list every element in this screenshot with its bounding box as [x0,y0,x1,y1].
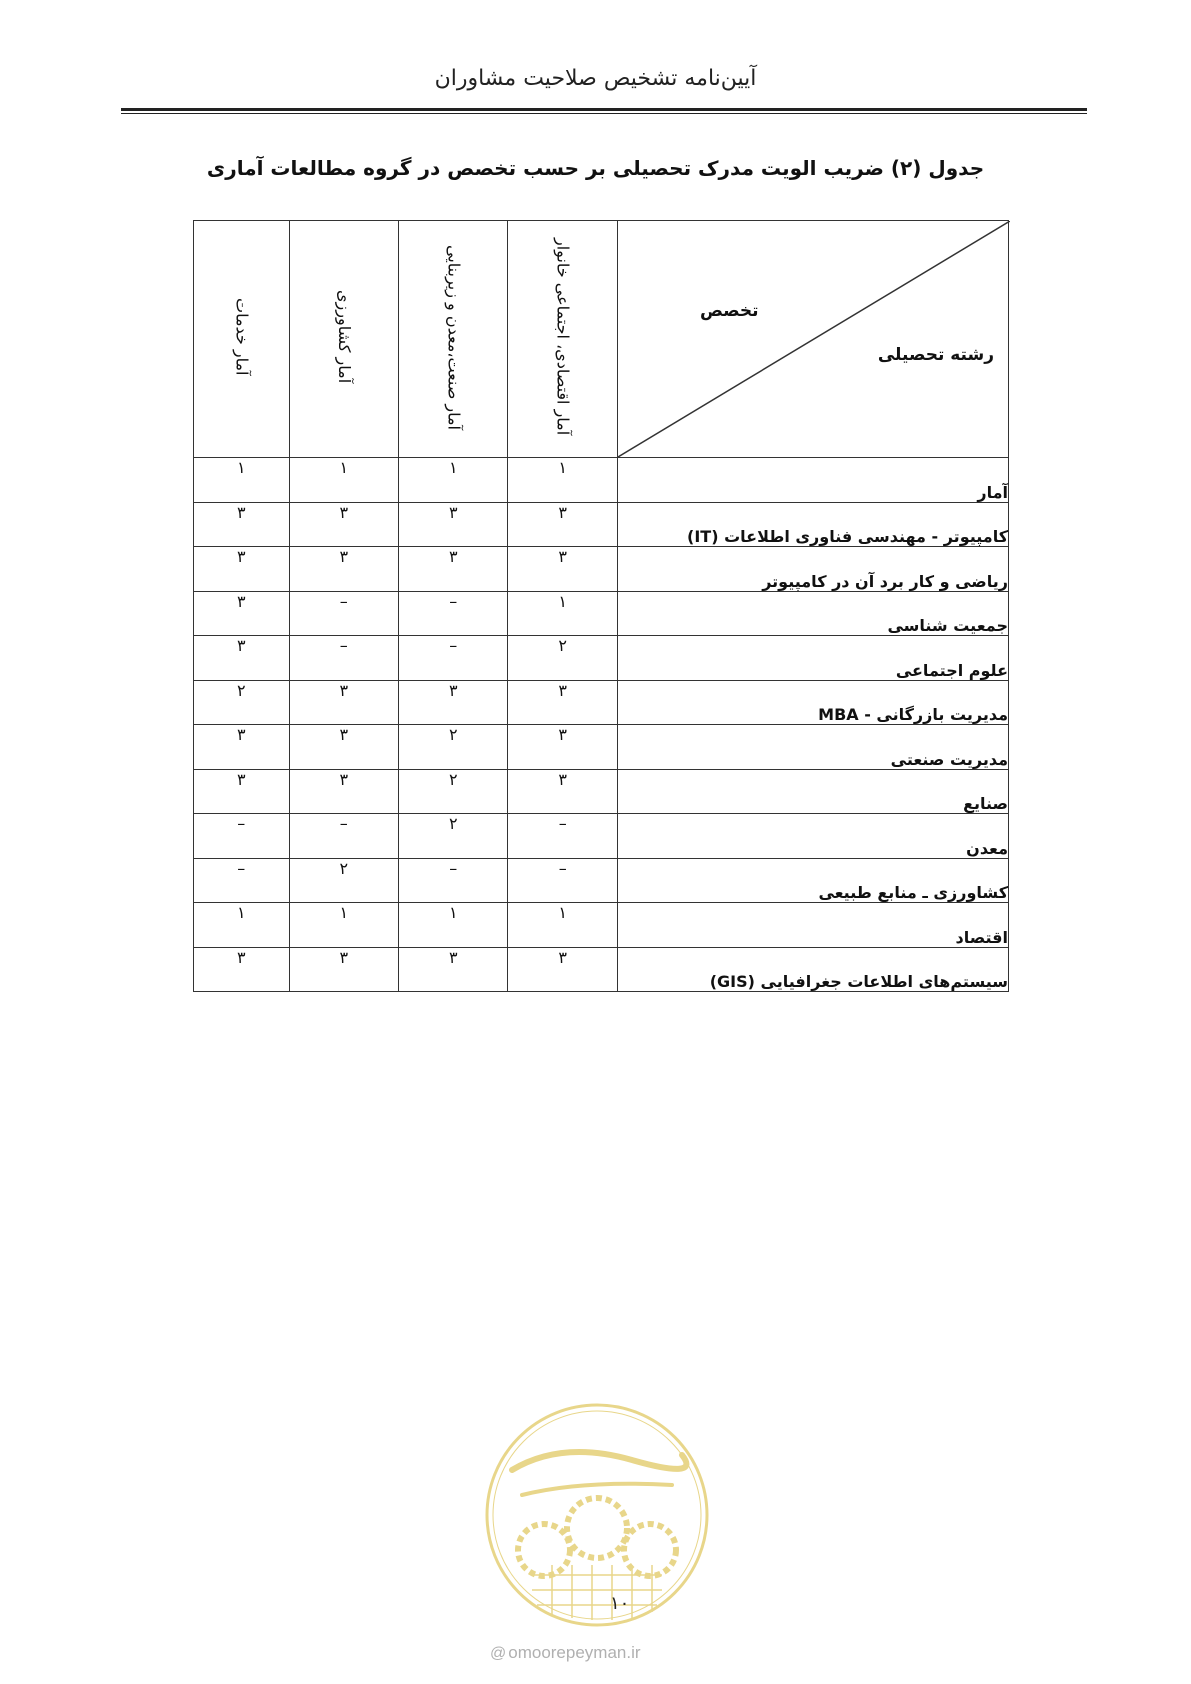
cell-value: ۱ [508,458,617,503]
document-header-title: آیین‌نامه تشخیص صلاحیت مشاوران [434,66,757,91]
cell-value: ۳ [194,547,290,592]
at-icon: @ [490,1645,507,1662]
table-row [194,858,1009,903]
column-header-industry: آمار صنعت،معدن و زیربنایی [399,221,508,458]
cell-value: ۳ [289,502,398,547]
table-row [194,636,1009,681]
cell-value: ۲ [194,680,290,725]
cell-value: ۳ [399,947,508,992]
row-field-name: ریاضی و کار برد آن در کامپیوتر [617,547,1008,592]
row-field-name: کامپیوتر - مهندسی فناوری اطلاعات (IT) [617,502,1008,547]
cell-value: – [508,814,617,859]
cell-value: ۳ [508,680,617,725]
cell-value: ۳ [289,547,398,592]
cell-value: ۲ [399,814,508,859]
cell-value: ۳ [508,947,617,992]
row-field-name: مدیریت صنعتی [617,725,1008,770]
table-title: جدول (۲) ضریب الویت مدرک تحصیلی بر حسب تخصص در گروه مطالعات آماری [206,156,985,180]
row-field-name: سیستم‌های اطلاعات جغرافیایی (GIS) [617,947,1008,992]
cell-value: ۳ [194,769,290,814]
cell-value: ۳ [289,680,398,725]
cell-value: ۳ [289,769,398,814]
table-header-row [194,221,1009,458]
cell-value: ۳ [194,725,290,770]
corner-specialty-label: تخصص [699,301,759,321]
omoore-peyman-watermark-logo [482,1400,712,1630]
cell-value: – [289,814,398,859]
cell-value: – [399,858,508,903]
column-header-services: آمار خدمات [194,221,290,458]
cell-value: ۳ [194,947,290,992]
cell-value: – [194,858,290,903]
cell-value: ۱ [399,903,508,948]
cell-value: ۲ [289,858,398,903]
corner-header-cell [617,221,1008,458]
cell-value: ۳ [399,502,508,547]
row-field-name: جمعیت شناسی [617,591,1008,636]
row-field-name: مدیریت بازرگانی - MBA [617,680,1008,725]
row-field-name: آمار [617,458,1008,503]
cell-value: – [508,858,617,903]
cell-value: ۲ [399,725,508,770]
cell-value: ۳ [508,769,617,814]
row-field-name: صنایع [617,769,1008,814]
cell-value: ۳ [289,947,398,992]
cell-value: – [289,591,398,636]
cell-value: ۳ [399,680,508,725]
cell-value: ۳ [508,547,617,592]
cell-value: ۳ [194,502,290,547]
header-rule-thin [121,113,1087,114]
row-field-name: کشاورزی ـ منابع طبیعی [617,858,1008,903]
row-field-name: معدن [617,814,1008,859]
cell-value: ۱ [289,458,398,503]
corner-diagonal [618,221,1010,457]
table-row [194,814,1009,859]
cell-value: ۳ [508,725,617,770]
cell-value: – [399,591,508,636]
column-header-household: آمار اقتصادی، اجتماعی خانوار [508,221,617,458]
cell-value: – [399,636,508,681]
cell-value: ۲ [508,636,617,681]
cell-value: – [289,636,398,681]
table-row [194,725,1009,770]
cell-value: ۱ [508,591,617,636]
table-row [194,547,1009,592]
row-field-name: علوم اجتماعی [617,636,1008,681]
table-row [194,458,1009,503]
cell-value: ۱ [508,903,617,948]
cell-value: – [194,814,290,859]
table-row [194,903,1009,948]
table-row [194,769,1009,814]
priority-table [193,220,1009,992]
table-row [194,502,1009,547]
cell-value: ۱ [194,903,290,948]
cell-value: ۲ [399,769,508,814]
watermark-website: @ omoorepeyman.ir [490,1643,641,1662]
page-number: ۱۰ [610,1593,630,1614]
row-field-name: اقتصاد [617,903,1008,948]
cell-value: ۱ [194,458,290,503]
cell-value: ۳ [508,502,617,547]
column-header-agriculture: آمار کشاورزی [289,221,398,458]
table-row [194,680,1009,725]
header-rule-thick [121,108,1087,111]
cell-value: ۳ [399,547,508,592]
cell-value: ۳ [194,591,290,636]
table-row [194,591,1009,636]
cell-value: ۱ [289,903,398,948]
cell-value: ۱ [399,458,508,503]
table-row [194,947,1009,992]
cell-value: ۳ [289,725,398,770]
corner-field-label: رشته تحصیلی [877,345,994,365]
cell-value: ۳ [194,636,290,681]
